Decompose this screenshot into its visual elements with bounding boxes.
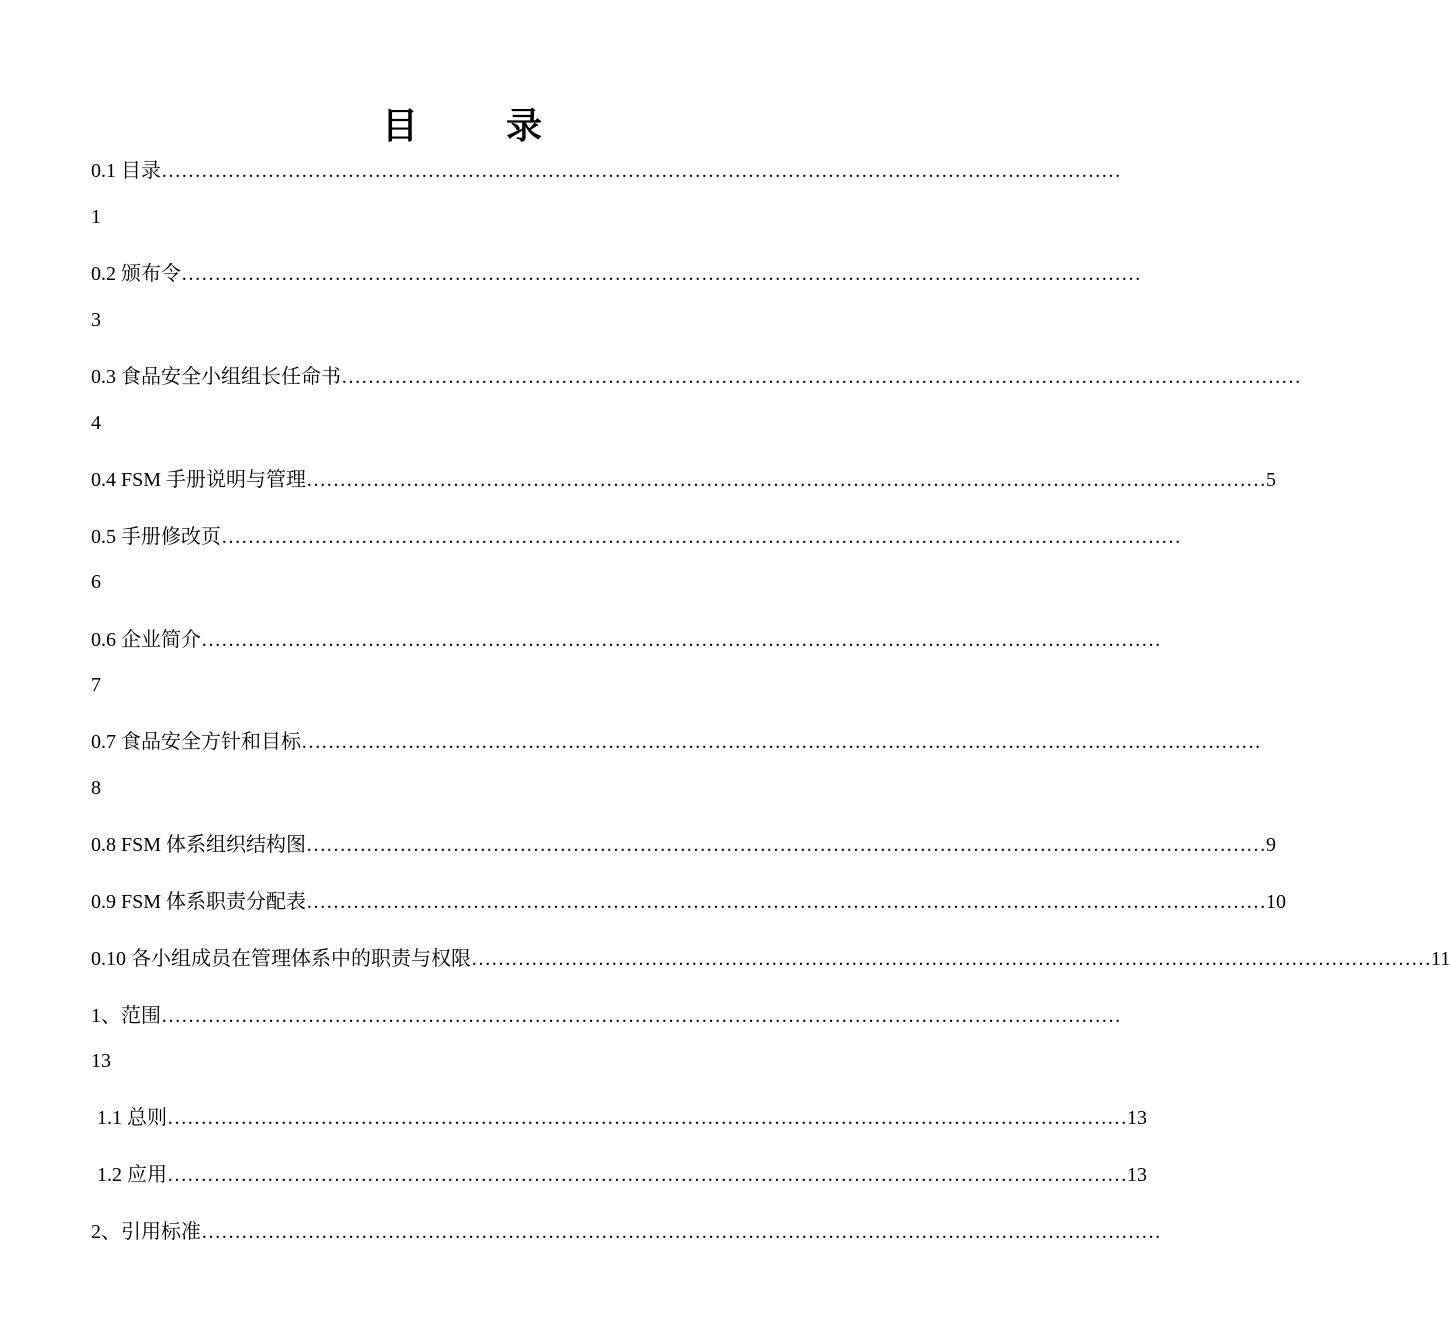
toc-entry[interactable] <box>97 1103 1147 1133</box>
toc-dot-leader: ……………………………………………………………………………………………………………………………… <box>161 1005 1121 1027</box>
toc-entry-label: 0.7 食品安全方针和目标 <box>91 731 301 753</box>
toc-entry-page: 5 <box>1266 469 1277 491</box>
toc-entry-page: 1 <box>91 206 101 228</box>
toc-entry[interactable] <box>97 1160 1147 1190</box>
toc-entry-label: 0.6 企业简介 <box>91 629 201 651</box>
toc-entry-label: 0.1 目录 <box>91 160 161 182</box>
toc-entry-label: 1.2 应用 <box>97 1164 167 1186</box>
toc-dot-leader: ……………………………………………………………………………………………………………………………… <box>221 526 1181 548</box>
toc-entry[interactable] <box>91 522 1181 552</box>
toc-entry-label: 0.3 食品安全小组组长任命书 <box>91 366 341 388</box>
toc-entry-page: 3 <box>91 309 101 331</box>
toc-entry-label: 0.2 颁布令 <box>91 263 181 285</box>
toc-entry[interactable] <box>91 625 1161 655</box>
toc-entry-page: 10 <box>1266 891 1287 913</box>
toc-entry-page: 6 <box>91 571 101 593</box>
toc-entry-page: 9 <box>1266 834 1277 856</box>
toc-entry-label: 0.5 手册修改页 <box>91 526 221 548</box>
toc-entry-label: 0.4 FSM 手册说明与管理 <box>91 469 307 491</box>
toc-entry[interactable] <box>91 887 1287 917</box>
toc-entry-label: 2、引用标准 <box>91 1221 201 1243</box>
toc-entry[interactable] <box>91 830 1277 860</box>
toc-entry-label: 0.10 各小组成员在管理体系中的职责与权限 <box>91 948 471 970</box>
toc-entry-page: 8 <box>91 777 101 799</box>
toc-dot-leader: ……………………………………………………………………………………………………………………………… <box>306 469 1267 491</box>
toc-entry-label: 1.1 总则 <box>97 1107 167 1129</box>
toc-entry-page: 13 <box>91 1050 111 1072</box>
toc-dot-leader: ……………………………………………………………………………………………………………………………… <box>201 629 1161 651</box>
toc-entry[interactable] <box>91 156 1121 186</box>
toc-entry-page: 4 <box>91 412 101 434</box>
toc-entry[interactable] <box>91 465 1277 495</box>
toc-dot-leader: ……………………………………………………………………………………………………………………………… <box>167 1164 1127 1186</box>
toc-entry-page: 7 <box>91 674 101 696</box>
toc-dot-leader: ……………………………………………………………………………………………………………………………… <box>306 834 1267 856</box>
toc-entry-label: 0.8 FSM 体系组织结构图 <box>91 834 307 856</box>
toc-entry-page: 13 <box>1127 1164 1147 1186</box>
toc-entry[interactable] <box>91 259 1141 289</box>
toc-dot-leader: ……………………………………………………………………………………………………………………………… <box>167 1107 1127 1129</box>
toc-entry[interactable] <box>91 944 1450 974</box>
toc-entry[interactable] <box>91 1217 1161 1247</box>
toc-dot-leader: ……………………………………………………………………………………………………………………………… <box>306 891 1267 913</box>
page-title: 目 录 <box>381 106 568 146</box>
toc-dot-leader: ……………………………………………………………………………………………………………………………… <box>161 160 1121 182</box>
toc-entry[interactable] <box>91 362 1301 392</box>
toc-dot-leader: ……………………………………………………………………………………………………………………………… <box>471 948 1431 970</box>
toc-dot-leader: ……………………………………………………………………………………………………………………………… <box>201 1221 1161 1243</box>
toc-entry-page: 11 <box>1431 948 1450 970</box>
toc-dot-leader: ……………………………………………………………………………………………………………………………… <box>301 731 1261 753</box>
toc-entry-label: 1、范围 <box>91 1005 161 1027</box>
toc-dot-leader: ……………………………………………………………………………………………………………………………… <box>181 263 1141 285</box>
toc-entry-label: 0.9 FSM 体系职责分配表 <box>91 891 307 913</box>
toc-entry[interactable] <box>91 727 1261 757</box>
toc-entry[interactable] <box>91 1001 1121 1031</box>
toc-entry-page: 13 <box>1127 1107 1147 1129</box>
toc-dot-leader: ……………………………………………………………………………………………………………………………… <box>341 366 1301 388</box>
